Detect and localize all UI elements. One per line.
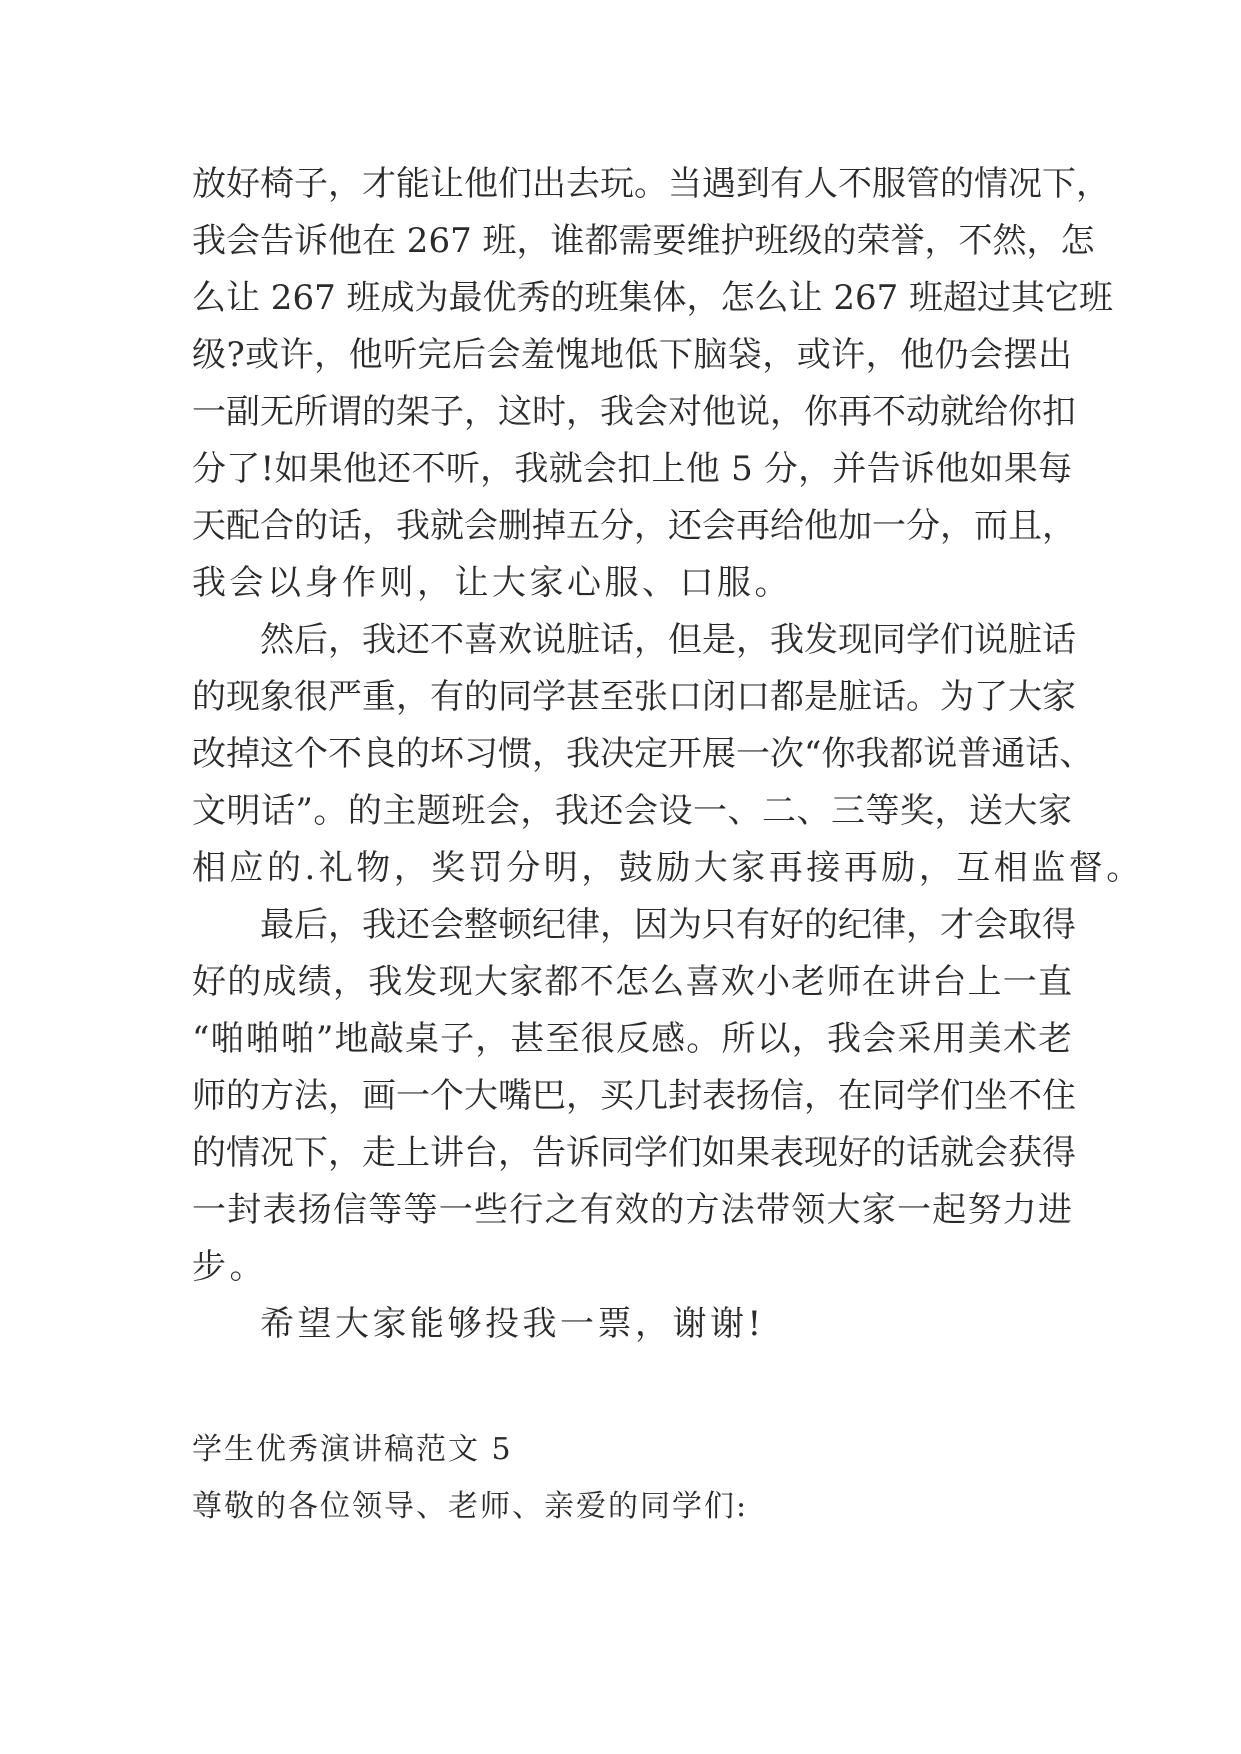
text-line: 天配合的话，我就会删掉五分，还会再给他加一分，而且， [192, 506, 1076, 546]
text-line: 一副无所谓的架子，这时，我会对他说，你再不动就给你扣 [192, 392, 1076, 432]
text-line: 的情况下，走上讲台，告诉同学们如果表现好的话就会获得 [192, 1133, 1076, 1173]
text-line: 师的方法，画一个大嘴巴，买几封表扬信，在同学们坐不住 [192, 1076, 1076, 1116]
text-line: “啪啪啪”地敲桌子，甚至很反感。所以，我会采用美术老 [192, 1019, 1072, 1059]
salutation: 尊敬的各位领导、老师、亲爱的同学们: [192, 1489, 749, 1524]
text-line: 最后，我还会整顿纪律，因为只有好的纪律，才会取得 [260, 905, 1076, 945]
text-line: 级?或许，他听完后会羞愧地低下脑袋，或许，他仍会摆出 [192, 335, 1072, 375]
text-line: 步。 [192, 1247, 267, 1287]
text-line: 我会以身作则，让大家心服、口服。 [192, 563, 792, 603]
text-line: 然后，我还不喜欢说脏话，但是，我发现同学们说脏话 [260, 620, 1076, 660]
text-line: 好的成绩，我发现大家都不怎么喜欢小老师在讲台上一直 [192, 962, 1072, 1002]
text-line: 希望大家能够投我一票，谢谢! [260, 1304, 765, 1344]
text-line: 放好椅子，才能让他们出去玩。当遇到有人不服管的情况下， [192, 164, 1110, 204]
section-title: 学生优秀演讲稿范文 5 [192, 1432, 513, 1467]
text-line: 一封表扬信等等一些行之有效的方法带领大家一起努力进 [192, 1190, 1072, 1230]
text-line: 相应的.礼物，奖罚分明，鼓励大家再接再励，互相监督。 [192, 848, 1144, 888]
text-line: 的现象很严重，有的同学甚至张口闭口都是脏话。为了大家 [192, 677, 1076, 717]
text-line: 分了!如果他还不听，我就会扣上他 5 分，并告诉他如果每 [192, 449, 1072, 489]
text-line: 我会告诉他在 267 班，谁都需要维护班级的荣誉，不然，怎 [192, 221, 1095, 261]
text-line: 改掉这个不良的坏习惯，我决定开展一次“你我都说普通话、 [192, 734, 1094, 774]
text-line: 文明话”。的主题班会，我还会设一、二、三等奖，送大家 [192, 791, 1072, 831]
text-line: 么让 267 班成为最优秀的班集体，怎么让 267 班超过其它班 [192, 278, 1114, 318]
